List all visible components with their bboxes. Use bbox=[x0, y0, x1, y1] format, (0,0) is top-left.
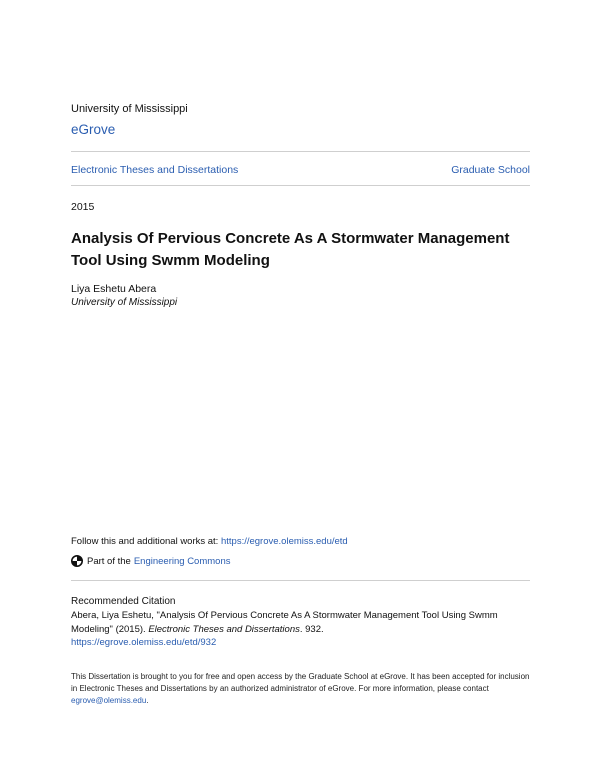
follow-url-link[interactable]: https://egrove.olemiss.edu/etd bbox=[220, 536, 348, 547]
top-divider bbox=[71, 151, 530, 152]
engineering-commons-link[interactable]: Engineering Commons bbox=[133, 555, 231, 567]
citation-body bbox=[71, 609, 531, 650]
author-name: Liya Eshetu Abera bbox=[71, 283, 157, 295]
citation-series: Electronic Theses and Dissertations bbox=[148, 623, 300, 635]
part-of-prefix: Part of the bbox=[87, 555, 131, 567]
document-title: Analysis Of Pervious Concrete As A Stormwater Management Tool Using Swmm Modeling bbox=[71, 230, 510, 269]
graduate-school-link[interactable]: Graduate School bbox=[451, 164, 530, 176]
citation-url-link[interactable]: https://egrove.olemiss.edu/etd/932 bbox=[71, 637, 217, 648]
university-name: University of Mississippi bbox=[71, 103, 188, 115]
follow-line bbox=[71, 536, 348, 547]
contact-email-link[interactable]: egrove@olemiss.edu bbox=[71, 696, 147, 705]
part-of-line bbox=[71, 555, 230, 567]
notice-text: This Dissertation is brought to you for free and open access by the Graduate School at eGrove. It has been accepted for inclusion in Electronic Theses and Dissertations by an authorized administrator of eGrove. For more information, please contact bbox=[71, 672, 530, 693]
citation-text-end: . 932. bbox=[299, 623, 324, 635]
citation-heading: Recommended Citation bbox=[71, 596, 176, 607]
notice-end: . bbox=[146, 696, 149, 705]
citation-text-start: Abera, Liya Eshetu, "Analysis Of Pervious Concrete As A Stormwater Management Tool Using Swmm Modeling" (2015). bbox=[71, 610, 498, 635]
repository-link[interactable]: eGrove bbox=[71, 122, 116, 137]
citation-divider bbox=[71, 580, 530, 581]
publication-year: 2015 bbox=[71, 201, 95, 213]
collection-link[interactable]: Electronic Theses and Dissertations bbox=[71, 164, 239, 176]
bottom-divider bbox=[71, 185, 530, 186]
open-access-icon bbox=[71, 555, 83, 567]
access-notice bbox=[71, 671, 531, 707]
author-affiliation: University of Mississippi bbox=[71, 297, 178, 308]
follow-prefix: Follow this and additional works at: bbox=[71, 536, 221, 547]
